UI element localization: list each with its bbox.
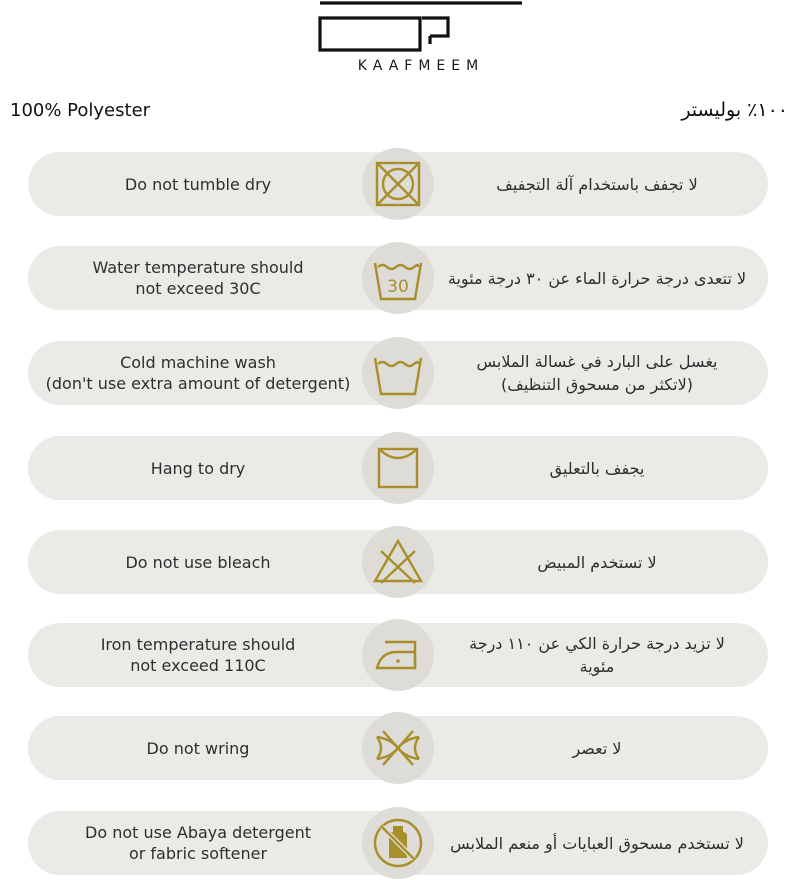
care-text-en: Do not use Abaya detergent or fabric softener [85, 823, 311, 863]
cold-wash-icon [362, 337, 434, 409]
care-row-hang-dry [28, 436, 768, 500]
care-row-no-wring [28, 716, 768, 780]
care-row-iron [28, 623, 768, 687]
care-text-ar: لا تجفف باستخدام آلة التجفيف [496, 174, 698, 194]
material-english: 100% Polyester [10, 100, 151, 121]
care-row-tumble-dry [28, 152, 768, 216]
care-text-en: Do not use bleach [125, 552, 271, 572]
care-text-en: Cold machine wash (don't use extra amount of detergent) [45, 353, 351, 393]
care-text-en: Hang to dry [150, 458, 246, 478]
no-wring-icon [362, 712, 434, 784]
wash-temp-label: 30 [387, 277, 409, 297]
care-text-ar: لا تستخدم مسحوق العبايات أو منعم الملابس [450, 833, 744, 853]
care-row-no-softener [28, 811, 768, 875]
care-row-no-bleach [28, 530, 768, 594]
no-tumble-dry-icon [362, 148, 434, 220]
care-text-ar: يجفف بالتعليق [549, 458, 645, 478]
wash-30-icon [362, 242, 434, 314]
brand-name: KAAFMEEM [357, 58, 485, 74]
care-text-ar: يغسل على البارد في غسالة الملابس (لاتكثر من مسحوق التنظيف) [476, 352, 718, 394]
care-text-en: Iron temperature should not exceed 110C [100, 635, 296, 675]
care-text-ar: لا تعصر [572, 738, 622, 758]
no-bleach-icon [362, 526, 434, 598]
care-text-ar: لا تزيد درجة حرارة الكي عن ١١٠ درجة مئوية [469, 634, 725, 676]
care-text-ar: لا تستخدم المبيض [537, 552, 657, 572]
iron-icon [362, 619, 434, 691]
care-text-en: Water temperature should not exceed 30C [92, 258, 304, 298]
care-row-wash-30 [28, 246, 768, 310]
hang-dry-icon [362, 432, 434, 504]
care-text-ar: لا تتعدى درجة حرارة الماء عن ٣٠ درجة مئوية [447, 268, 747, 288]
material-arabic: ١٠٠٪ بوليستر [681, 99, 788, 121]
no-softener-icon [362, 807, 434, 879]
care-row-cold-wash [28, 341, 768, 405]
care-text-en: Do not wring [146, 738, 250, 758]
care-text-en: Do not tumble dry [124, 174, 272, 194]
